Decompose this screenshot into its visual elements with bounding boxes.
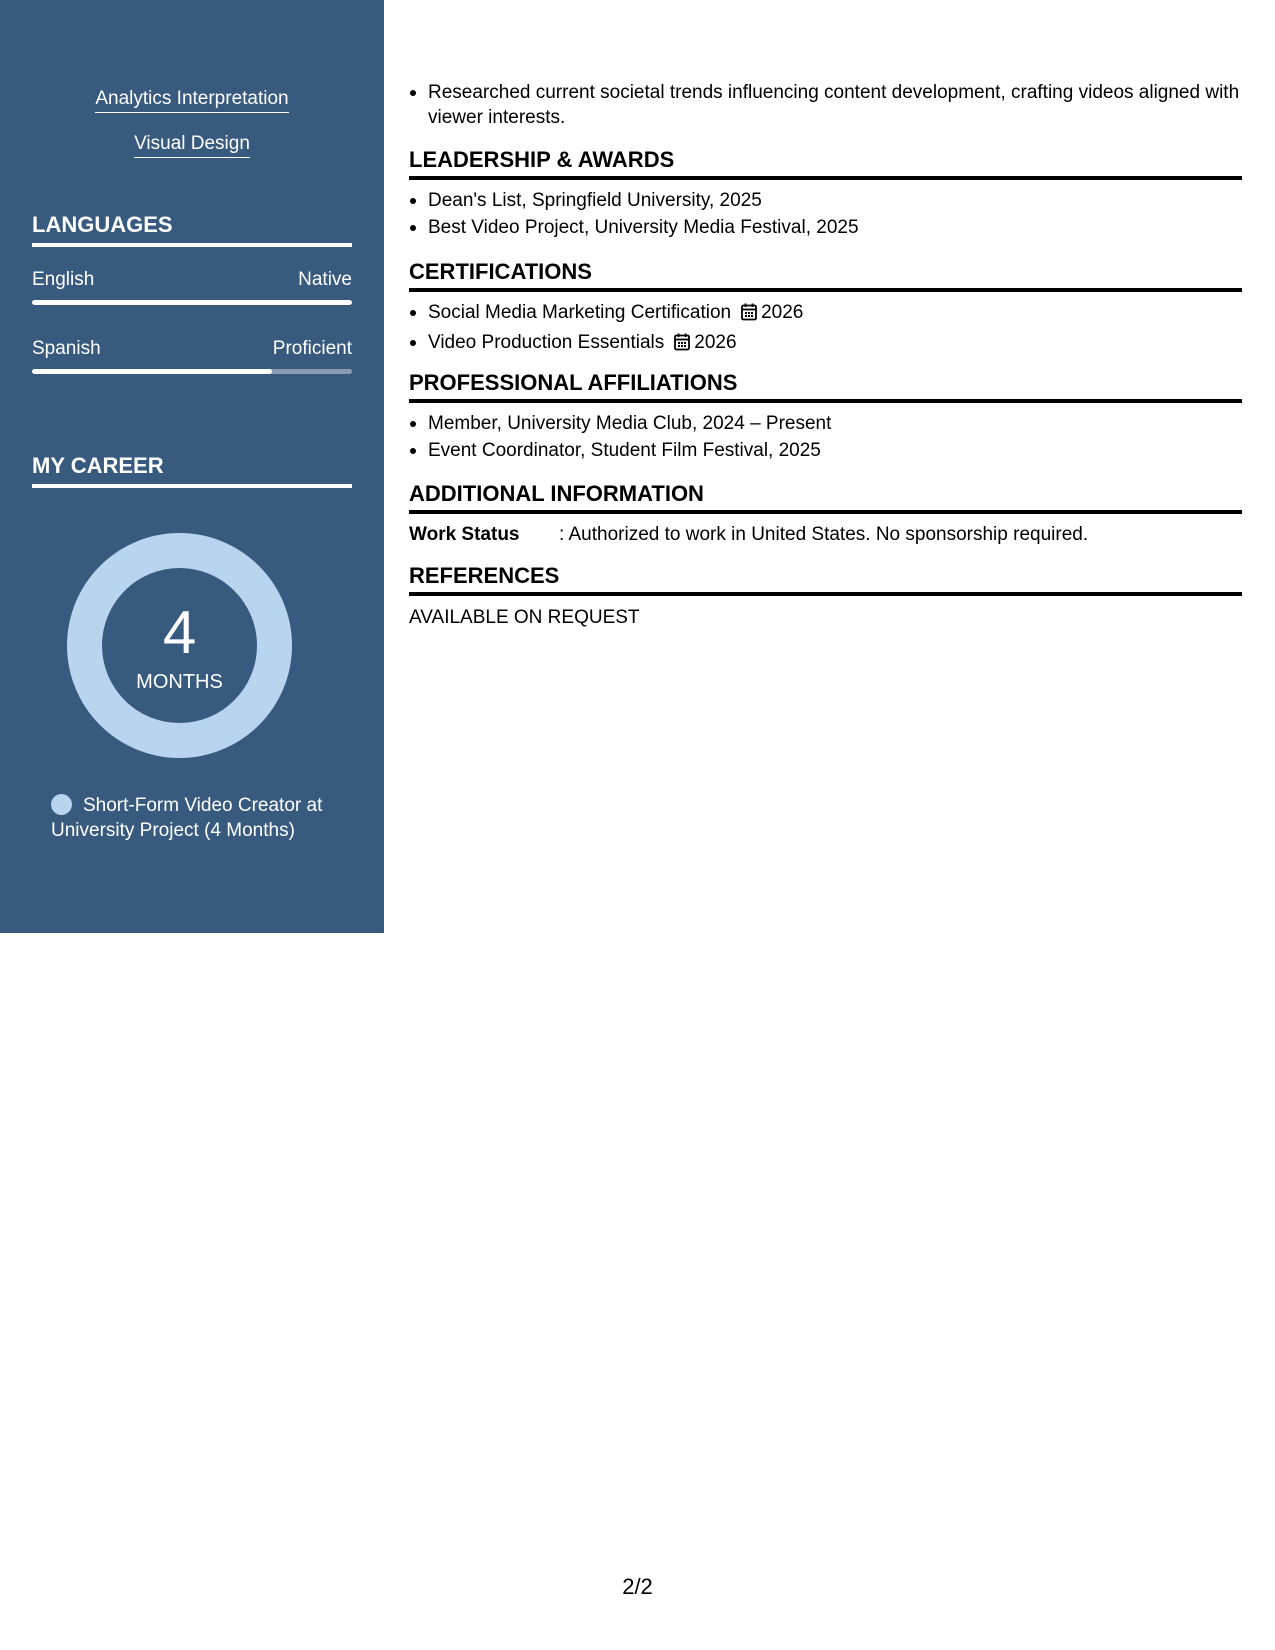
- language-row-english: [32, 268, 352, 292]
- work-status-value: : Authorized to work in United States. No sponsorship required.: [559, 524, 1089, 545]
- page-number: 2/2: [622, 1574, 653, 1599]
- calendar-icon: [741, 303, 757, 328]
- career-total-unit: MONTHS: [136, 671, 223, 693]
- career-legend-item: [51, 793, 351, 843]
- my-career-heading: MY CAREER: [32, 452, 352, 488]
- career-donut-center: [102, 568, 257, 723]
- leadership-list: [409, 188, 1242, 242]
- language-row-spanish: [32, 337, 352, 361]
- language-level: Native: [298, 269, 352, 290]
- language-bar-english: [32, 300, 352, 305]
- skill-label: Analytics Interpretation: [95, 87, 288, 113]
- list-item: Event Coordinator, Student Film Festival, 2025: [409, 438, 1242, 463]
- language-bar-fill: [32, 300, 352, 305]
- affiliations-list: [409, 411, 1242, 465]
- career-legend-label: Short-Form Video Creator at University Project (4 Months): [51, 795, 323, 841]
- language-bar-spanish: [32, 369, 352, 374]
- additional-information-heading: ADDITIONAL INFORMATION: [409, 480, 1242, 514]
- legend-dot-icon: [51, 794, 72, 815]
- language-bar-fill: [32, 369, 272, 374]
- calendar-icon: [674, 333, 690, 358]
- language-name: Spanish: [32, 338, 101, 359]
- certification-name: Video Production Essentials: [428, 332, 665, 353]
- language-name: English: [32, 269, 95, 290]
- list-item: Researched current societal trends influencing content development, crafting videos aligned with viewer interests.: [409, 80, 1242, 130]
- references-heading: REFERENCES: [409, 562, 1242, 596]
- language-level: Proficient: [272, 338, 352, 359]
- professional-affiliations-heading: PROFESSIONAL AFFILIATIONS: [409, 369, 1242, 403]
- certifications-list: [409, 300, 1242, 360]
- sidebar: [0, 0, 384, 933]
- list-item: Dean's List, Springfield University, 2025: [409, 188, 1242, 213]
- certification-name: Social Media Marketing Certification: [428, 302, 732, 323]
- skill-label: Visual Design: [134, 132, 250, 158]
- skill-analytics-interpretation[interactable]: [0, 87, 384, 113]
- certification-year: 2026: [694, 332, 737, 353]
- certification-item: [409, 330, 1242, 358]
- career-donut-chart: [67, 533, 292, 758]
- work-status-label: Work Status: [409, 524, 520, 545]
- list-item: Best Video Project, University Media Festival, 2025: [409, 215, 1242, 240]
- career-total-number: 4: [162, 599, 197, 666]
- experience-bullets: [409, 80, 1242, 132]
- certifications-heading: CERTIFICATIONS: [409, 258, 1242, 292]
- certification-year: 2026: [761, 302, 804, 323]
- list-item: Member, University Media Club, 2024 – Present: [409, 411, 1242, 436]
- certification-item: [409, 300, 1242, 328]
- references-text: AVAILABLE ON REQUEST: [409, 607, 640, 628]
- languages-heading: LANGUAGES: [32, 211, 352, 247]
- leadership-awards-heading: LEADERSHIP & AWARDS: [409, 146, 1242, 180]
- skill-visual-design[interactable]: [0, 132, 384, 158]
